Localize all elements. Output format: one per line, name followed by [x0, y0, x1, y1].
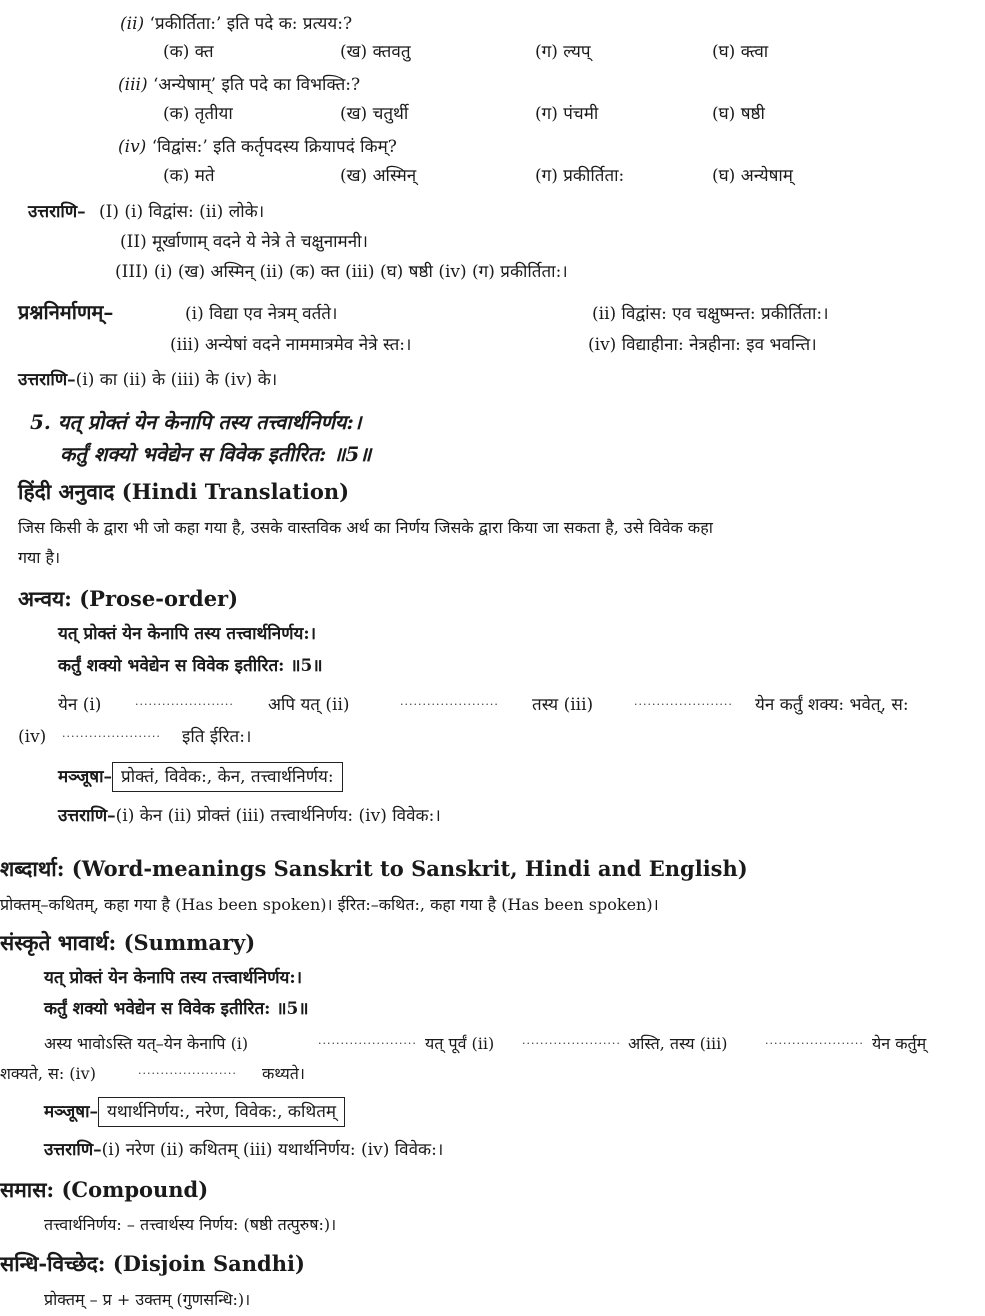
prashna-label-row	[18, 300, 113, 326]
verse-line: 5. यत् प्रोक्तं येन केनापि तस्य तत्त्वार्थनिर्णय:।	[30, 410, 362, 434]
prashna-item: (iii) अन्येषां वदने नाममात्रमेव नेत्रे स्त:।	[170, 335, 412, 355]
blank: ······················	[138, 1067, 237, 1080]
blank: ······················	[400, 698, 499, 711]
option: (घ) अन्येषाम्	[712, 166, 793, 186]
answer-line: (i) का (ii) के (iii) के (iv) के।	[75, 370, 278, 390]
blank: ······················	[62, 730, 161, 743]
answers-label: उत्तराणि–	[18, 370, 76, 390]
answers-block	[28, 200, 264, 224]
anvay-heading: अन्वय: (Prose-order)	[18, 586, 239, 611]
option: (क) मते	[163, 166, 215, 186]
fill-text: (iv)	[18, 727, 47, 747]
answer-line: (i) केन (ii) प्रोक्तं (iii) तत्त्वार्थनिर्णय: (iv) विवेक:।	[115, 806, 441, 826]
question-number: (iv)	[118, 137, 147, 157]
blank: ······················	[765, 1037, 864, 1050]
option: (ख) अस्मिन्	[340, 166, 417, 186]
fill-text: कथ्यते।	[262, 1064, 305, 1083]
fill-text: येन कर्तुम्	[872, 1034, 927, 1053]
blank: ······················	[318, 1037, 417, 1050]
option: (क) क्त	[163, 42, 214, 62]
fill-text: येन कर्तुं शक्य: भवेत्, स:	[755, 695, 909, 715]
sandhi-heading: सन्धि-विच्छेद: (Disjoin Sandhi)	[0, 1251, 305, 1276]
options-row	[0, 40, 985, 64]
option: (ग) ल्यप्	[535, 42, 591, 62]
prashna-item: (ii) विद्वांस: एव चक्षुष्मन्त: प्रकीर्तिता:।	[592, 304, 829, 324]
samas-text: तत्त्वार्थनिर्णय: – तत्त्वार्थस्य निर्णय: (षष्ठी तत्पुरुष:)।	[44, 1215, 337, 1234]
question-iv	[118, 135, 397, 159]
hindi-text: जिस किसी के द्वारा भी जो कहा गया है, उसके वास्तविक अर्थ का निर्णय जिसके द्वारा किया जा सकता है, उसे विवेक कहा	[18, 518, 713, 537]
answers-label: उत्तराणि–	[58, 806, 116, 826]
shabdarth-text: प्रोक्तम्–कथितम्, कहा गया है (Has been spoken)। ईरित:–कथित:, कहा गया है (Has been spoken)।	[0, 895, 659, 914]
anvay-answers	[58, 804, 441, 828]
manjusha-box: प्रोक्तं, विवेक:, केन, तत्त्वार्थनिर्णय:	[112, 762, 343, 792]
bhavarth-answers	[44, 1138, 443, 1162]
options-row	[0, 164, 985, 188]
options-row	[0, 102, 985, 126]
option: (क) तृतीया	[163, 104, 233, 124]
question-number: (iii)	[118, 75, 148, 95]
manjusha-label: मञ्जूषा–	[44, 1102, 99, 1122]
bhavarth-verse: कर्तुं शक्यो भवेद्येन स विवेक इतीरित: ॥5॥	[44, 999, 309, 1019]
prashna-item: (i) विद्या एव नेत्रम् वर्तते।	[185, 304, 338, 324]
option: (घ) क्त्वा	[712, 42, 769, 62]
bhavarth-heading: संस्कृते भावार्थ: (Summary)	[0, 930, 256, 955]
sandhi-text: प्रोक्तम् – प्र + उक्तम् (गुणसन्धि:)।	[44, 1290, 251, 1309]
question-text: ‘अन्येषाम्’ इति पदे का विभक्ति:?	[152, 75, 361, 95]
verse-line: कर्तुं शक्यो भवेद्येन स विवेक इतीरित: ॥5॥	[60, 442, 372, 466]
manjusha-box: यथार्थनिर्णय:, नरेण, विवेक:, कथितम्	[98, 1097, 345, 1127]
anvay-verse: यत् प्रोक्तं येन केनापि तस्य तत्त्वार्थनिर्णय:।	[58, 624, 317, 644]
option: (घ) षष्ठी	[712, 104, 765, 124]
hindi-text: गया है।	[18, 548, 61, 567]
blank: ······················	[522, 1037, 621, 1050]
manjusha-row	[58, 762, 343, 792]
option: (ग) पंचमी	[535, 104, 599, 124]
samas-heading: समास: (Compound)	[0, 1177, 209, 1202]
fill-text: अपि यत् (ii)	[268, 695, 350, 715]
fill-text: शक्यते, स: (iv)	[0, 1064, 96, 1083]
option: (ख) क्तवतु	[340, 42, 411, 62]
answer-line: (i) नरेण (ii) कथितम् (iii) यथार्थनिर्णय: (iv) विवेक:।	[101, 1140, 444, 1160]
answer-line: (II) मूर्खाणाम् वदने ये नेत्रे ते चक्षुनामनी।	[120, 232, 369, 252]
anvay-verse: कर्तुं शक्यो भवेद्येन स विवेक इतीरित: ॥5॥	[58, 656, 323, 676]
answers-label: उत्तराणि–	[28, 202, 86, 222]
fill-text: यत् पूर्वं (ii)	[425, 1034, 495, 1053]
answer-line: (I) (i) विद्वांस: (ii) लोके।	[99, 202, 265, 222]
question-text: ‘प्रकीर्तिता:’ इति पदे क: प्रत्यय:?	[149, 14, 353, 34]
prashna-label: प्रश्ननिर्माणम्–	[18, 300, 114, 324]
manjusha-label: मञ्जूषा–	[58, 767, 113, 787]
manjusha-row	[44, 1097, 345, 1127]
fill-text: येन (i)	[58, 695, 102, 715]
fill-text: अस्य भावोऽस्ति यत्–येन केनापि (i)	[44, 1034, 249, 1053]
fill-text: इति ईरित:।	[182, 727, 252, 747]
question-ii	[120, 12, 352, 36]
blank: ······················	[634, 698, 733, 711]
fill-text: अस्ति, तस्य (iii)	[628, 1034, 728, 1053]
fill-text: तस्य (iii)	[532, 695, 594, 715]
option: (ग) प्रकीर्तिता:	[535, 166, 625, 186]
answer-line: (III) (i) (ख) अस्मिन् (ii) (क) क्त (iii) (घ) षष्ठी (iv) (ग) प्रकीर्तिता:।	[115, 262, 568, 282]
answers-label: उत्तराणि–	[44, 1140, 102, 1160]
hindi-heading: हिंदी अनुवाद (Hindi Translation)	[18, 479, 350, 504]
answers2	[18, 368, 277, 392]
question-text: ‘विद्वांस:’ इति कर्तृपदस्य क्रियापदं किम्?	[151, 137, 397, 157]
prashna-item: (iv) विद्याहीना: नेत्रहीना: इव भवन्ति।	[588, 335, 817, 355]
shabdarth-heading: शब्दार्था: (Word-meanings Sanskrit to Sanskrit, Hindi and English)	[0, 856, 748, 881]
blank: ······················	[135, 698, 234, 711]
question-iii	[118, 73, 360, 97]
question-number: (ii)	[120, 14, 145, 34]
option: (ख) चतुर्थी	[340, 104, 409, 124]
bhavarth-verse: यत् प्रोक्तं येन केनापि तस्य तत्त्वार्थनिर्णय:।	[44, 968, 303, 988]
